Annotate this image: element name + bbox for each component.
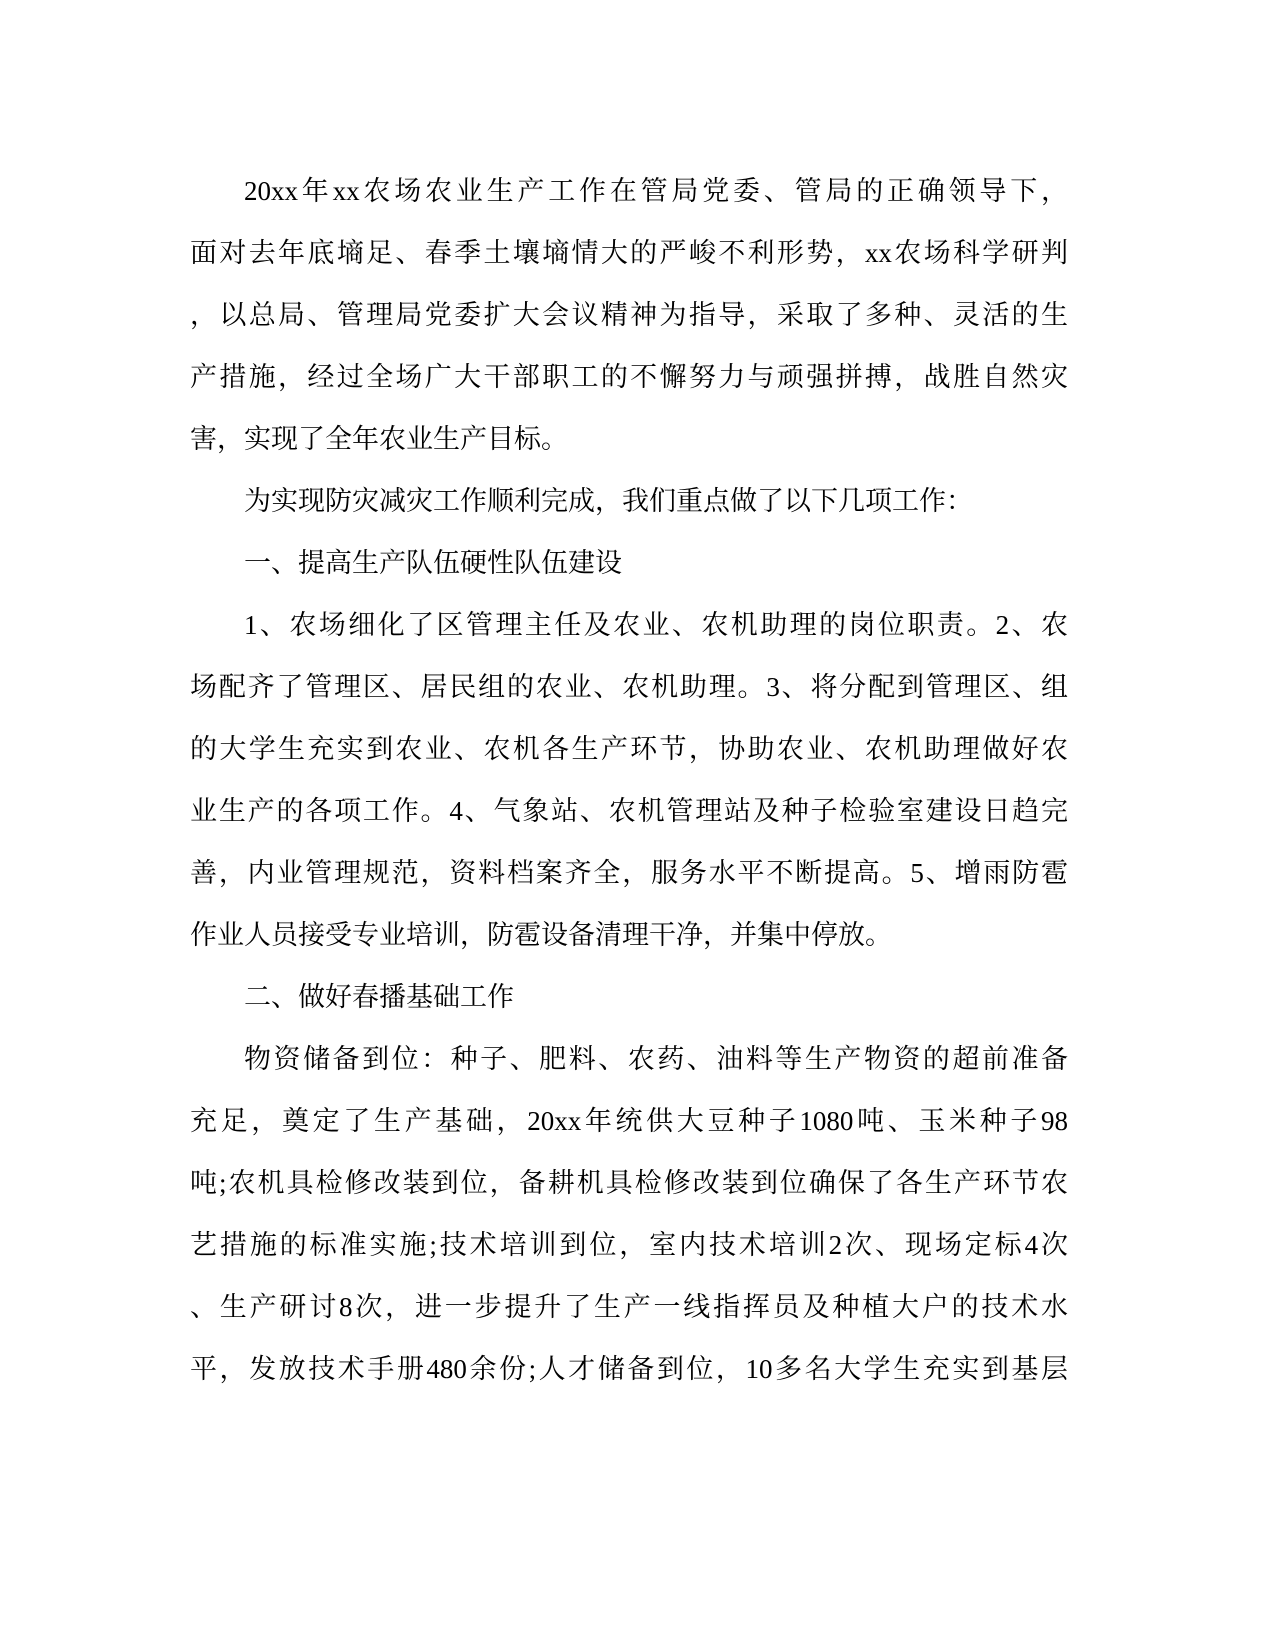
paragraph-intro — [190, 160, 1068, 470]
paragraph-lead-in — [190, 470, 1068, 532]
text-line: ，以总局、管理局党委扩大会议精神为指导，采取了多种、灵活的生 — [190, 300, 1068, 330]
text-line: 作业人员接受专业培训，防雹设备清理干净，并集中停放。 — [190, 920, 892, 950]
text-line: 充足，奠定了生产基础，20xx年统供大豆种子1080吨、玉米种子98 — [190, 1106, 1068, 1136]
text-line: 平，发放技术手册480余份;人才储备到位，10多名大学生充实到基层 — [190, 1354, 1068, 1384]
section-heading-2 — [190, 966, 1068, 1028]
paragraph-section-1 — [190, 594, 1068, 966]
text-line: 艺措施的标准实施;技术培训到位，室内技术培训2次、现场定标4次 — [190, 1230, 1068, 1260]
text-line: 20xx年xx农场农业生产工作在管局党委、管局的正确领导下， — [244, 176, 1068, 206]
text-line: 害，实现了全年农业生产目标。 — [190, 424, 568, 454]
text-line: 面对去年底墒足、春季土壤墒情大的严峻不利形势，xx农场科学研判 — [190, 238, 1068, 268]
text-line: 、生产研讨8次，进一步提升了生产一线指挥员及种植大户的技术水 — [190, 1292, 1068, 1322]
text-line: 业生产的各项工作。4、气象站、农机管理站及种子检验室建设日趋完 — [190, 796, 1068, 826]
section-heading-1 — [190, 532, 1068, 594]
text-line: 产措施，经过全场广大干部职工的不懈努力与顽强拼搏，战胜自然灾 — [190, 362, 1068, 392]
text-line: 场配齐了管理区、居民组的农业、农机助理。3、将分配到管理区、组 — [190, 672, 1068, 702]
text-line: 一、提高生产队伍硬性队伍建设 — [244, 548, 622, 578]
text-line: 1、农场细化了区管理主任及农业、农机助理的岗位职责。2、农 — [244, 610, 1068, 640]
paragraph-section-2 — [190, 1028, 1068, 1400]
text-line: 吨;农机具检修改装到位，备耕机具检修改装到位确保了各生产环节农 — [190, 1168, 1068, 1198]
text-line: 善，内业管理规范，资料档案齐全，服务水平不断提高。5、增雨防雹 — [190, 858, 1068, 888]
text-line: 的大学生充实到农业、农机各生产环节，协助农业、农机助理做好农 — [190, 734, 1068, 764]
text-line: 物资储备到位：种子、肥料、农药、油料等生产物资的超前准备 — [244, 1044, 1068, 1074]
document-body — [190, 160, 1068, 1400]
text-line: 二、做好春播基础工作 — [244, 982, 514, 1012]
text-line: 为实现防灾减灾工作顺利完成，我们重点做了以下几项工作： — [244, 486, 973, 516]
